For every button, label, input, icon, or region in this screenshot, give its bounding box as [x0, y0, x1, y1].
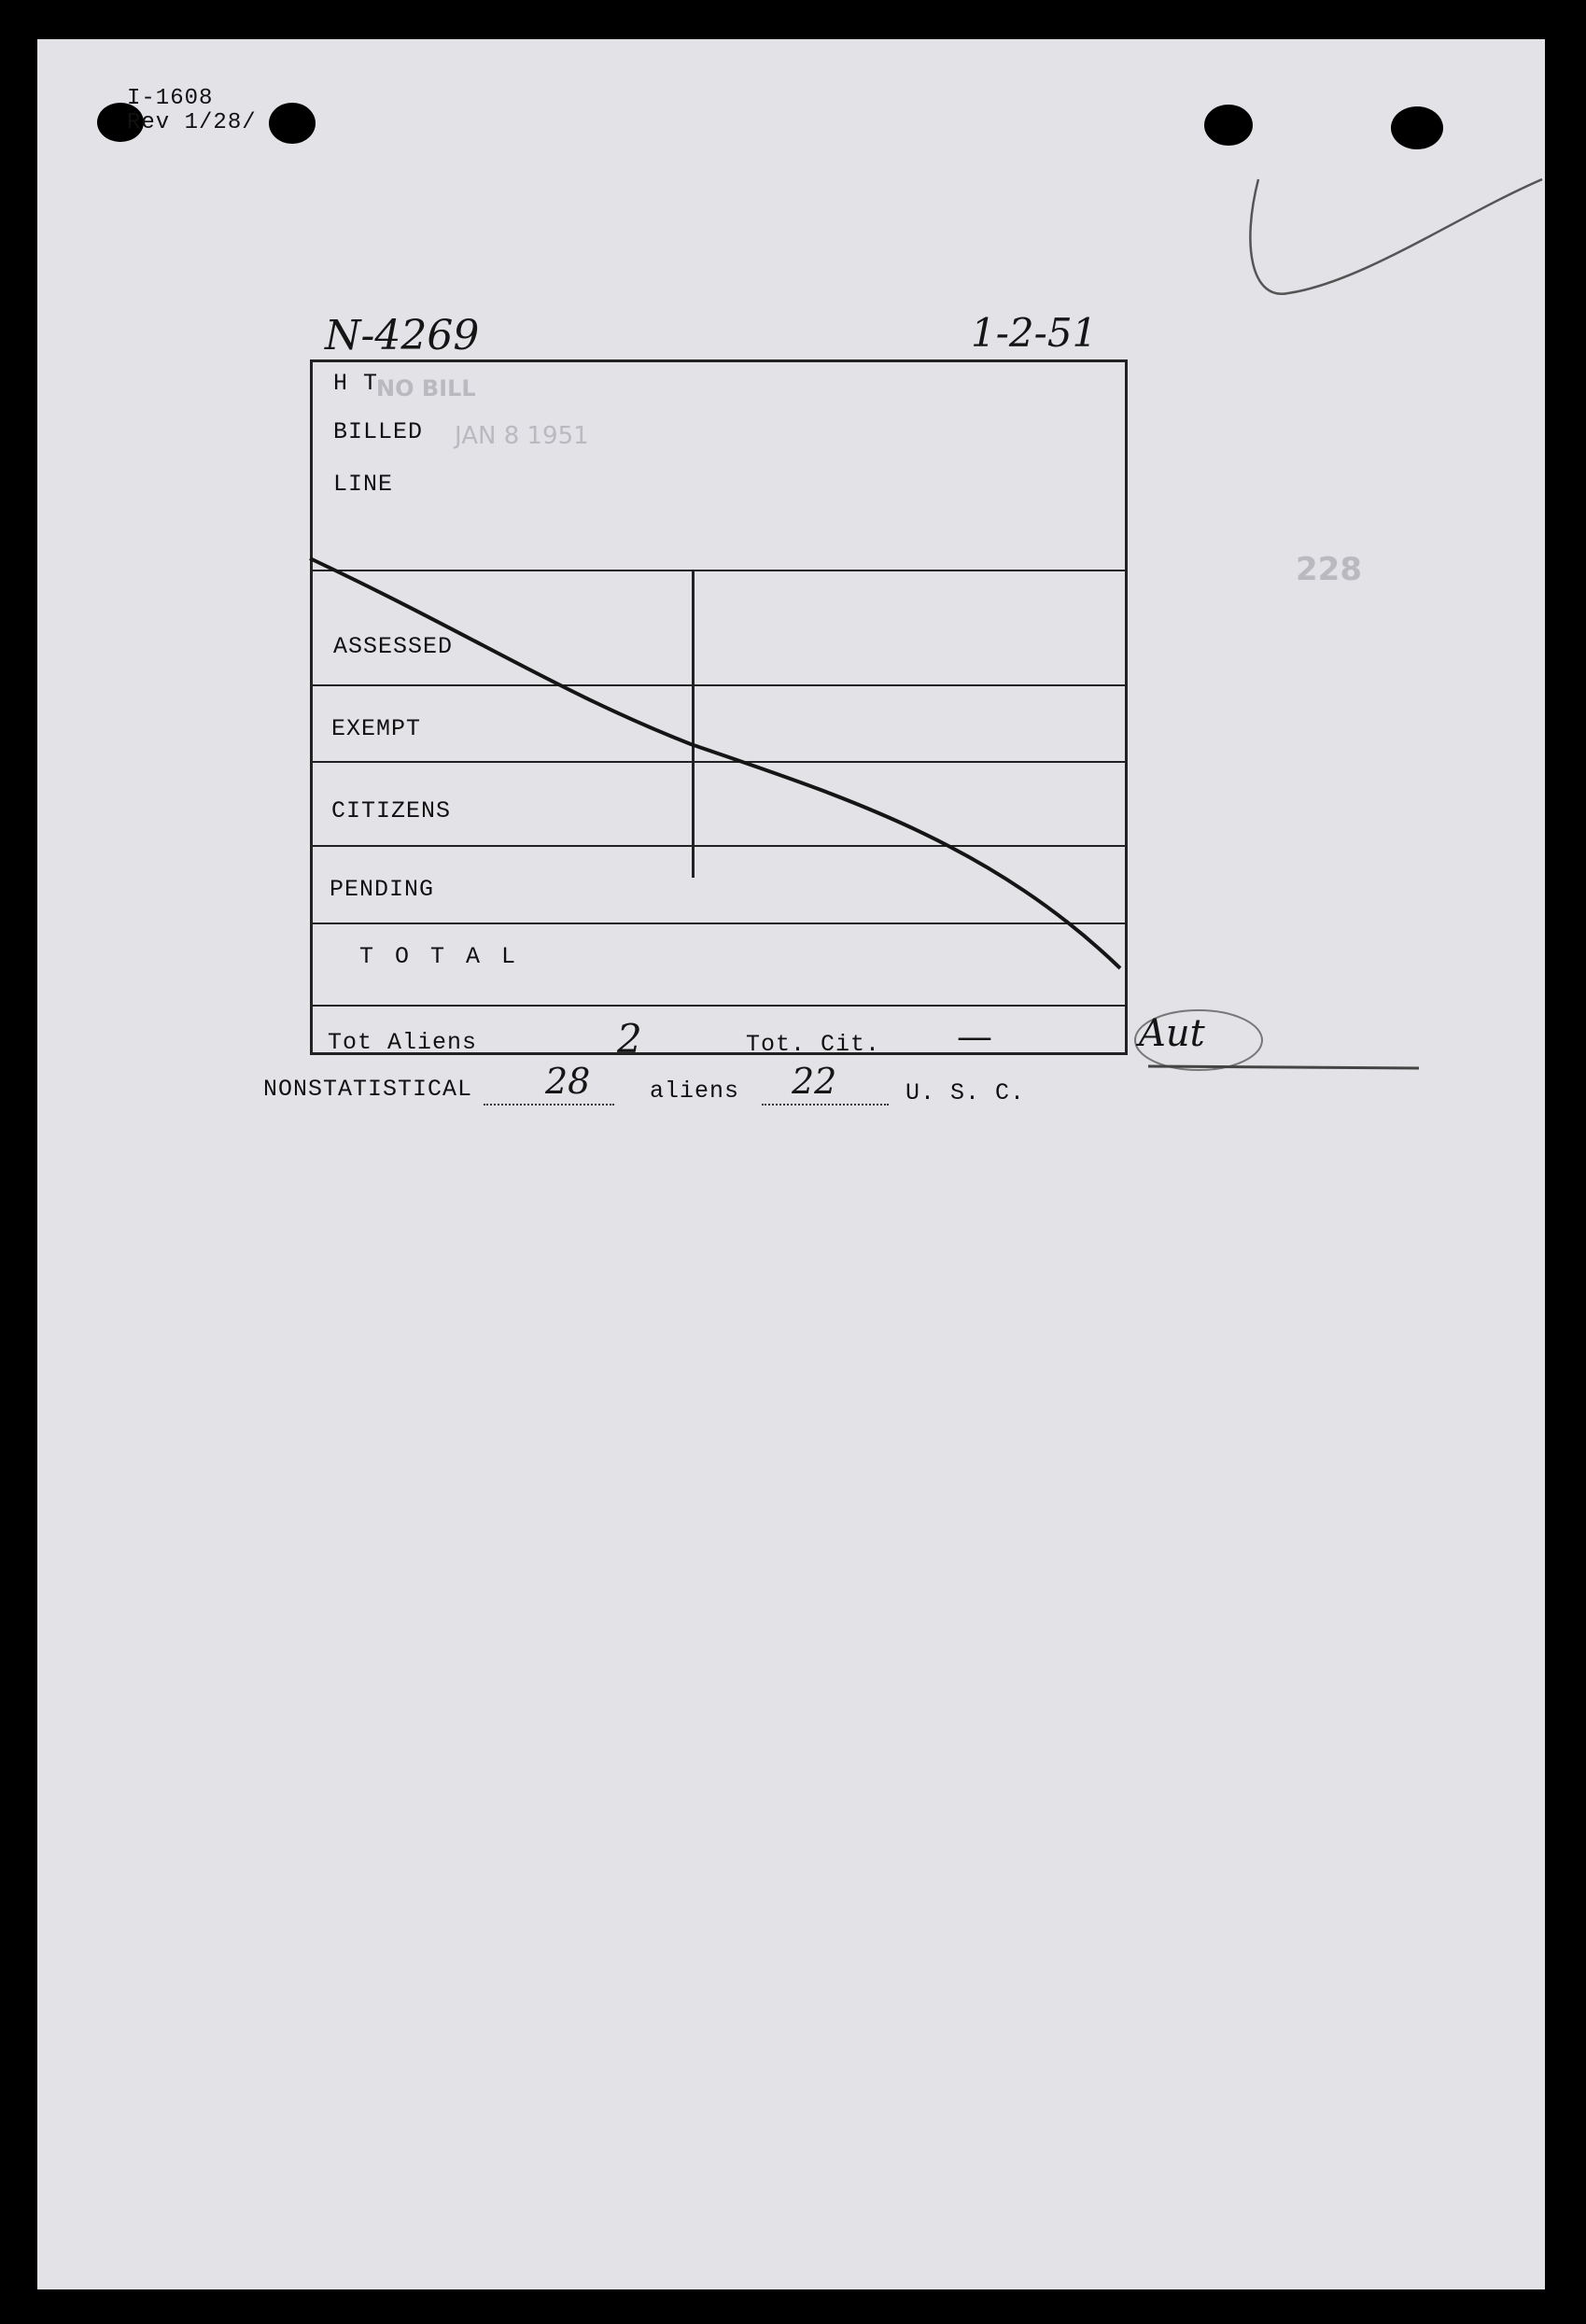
handwritten-date: 1-2-51 [971, 310, 1098, 356]
no-bill-stamp: NO BILL [376, 375, 476, 401]
tot-cit-value: — [957, 1016, 992, 1057]
file-number: N-4269 [325, 312, 480, 359]
pen-marks [37, 39, 1545, 2289]
initials: Aut [1139, 1012, 1205, 1055]
row-pending: PENDING [330, 876, 435, 903]
strike-line [310, 558, 1120, 968]
aliens-label: aliens [650, 1077, 740, 1105]
usc-label: U. S. C. [905, 1079, 1026, 1106]
initials-underline [1148, 1066, 1419, 1068]
usc-value: 22 [792, 1061, 837, 1102]
nonstatistical-aliens-value: 28 [545, 1061, 591, 1102]
row-citizens: CITIZENS [331, 797, 452, 824]
billed-label: BILLED [333, 418, 424, 445]
total-label: T O T A L [359, 943, 520, 970]
tot-cit-label: Tot. Cit. [746, 1031, 881, 1058]
nonstatistical-blank [484, 1104, 614, 1106]
billed-date-stamp: JAN 8 1951 [455, 422, 589, 450]
form-number: I-1608 [127, 86, 214, 111]
document-page [37, 39, 1545, 2289]
pencil-check-mark [1250, 179, 1542, 294]
row-exempt: EXEMPT [331, 715, 422, 742]
line-label: LINE [333, 471, 394, 498]
nonstatistical-label: NONSTATISTICAL [263, 1076, 473, 1103]
tot-aliens-value: 2 [617, 1016, 642, 1062]
usc-blank [762, 1104, 889, 1106]
side-number-stamp: 228 [1296, 551, 1362, 588]
ht-label: H T [333, 370, 379, 397]
tot-aliens-label: Tot Aliens [328, 1029, 478, 1056]
form-revision: Rev 1/28/ [127, 110, 257, 135]
row-assessed: ASSESSED [333, 633, 454, 660]
